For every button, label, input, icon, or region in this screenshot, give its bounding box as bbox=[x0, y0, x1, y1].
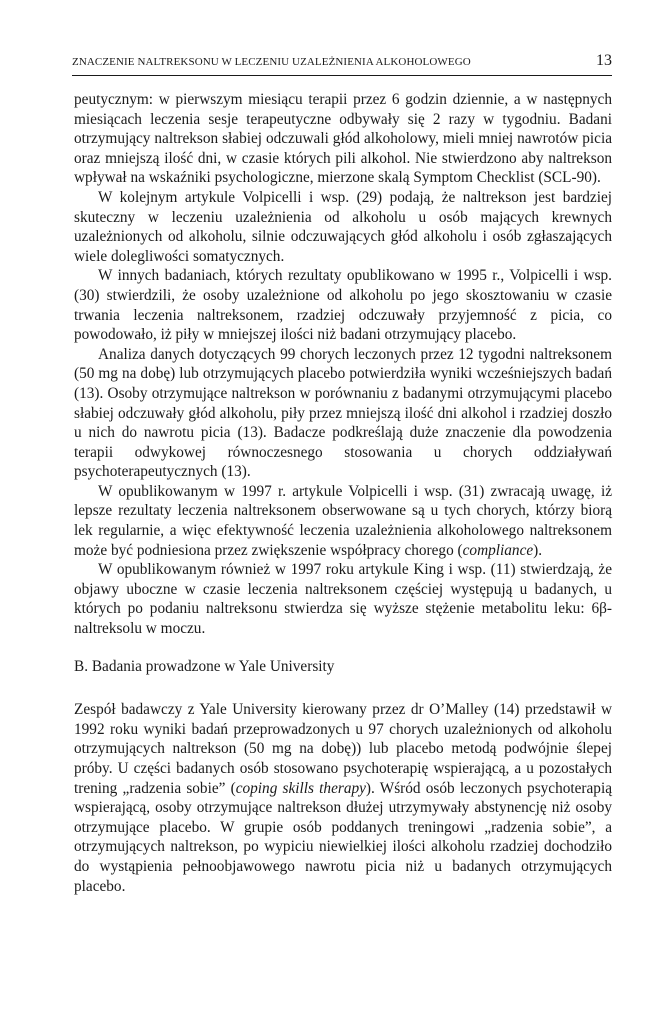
page-body bbox=[74, 90, 612, 896]
paragraph-king: W opublikowanym również w 1997 roku artykule King i wsp. (11) stwierdzają, że objawy uboczne w czasie leczenia naltreksonem częściej występują u badanych, u których po podaniu naltreksonu stwierdza się wyższe stężenie metabolitu leku: 6β-naltreksolu w moczu. bbox=[74, 561, 612, 638]
paragraph-yale bbox=[74, 700, 612, 896]
section-heading: B. Badania prowadzone w Yale University bbox=[74, 657, 335, 675]
paragraph-continued: peutycznym: w pierwszym miesiącu terapii przez 6 godzin dziennie, a w następnych miesiącach leczenia sesje terapeutyczne odbywały się 2 razy w tygodniu. Badani otrzymujący naltrekson słabiej odczuwali głód alkoholowy, mieli mniej nawrotów picia oraz mniejszą ilość dni, w czasie których pili alkohol. Nie stwierdzono aby naltrekson wpływał na wskaźniki psychologiczne, mierzone skalą Symptom Checklist (SCL-90). bbox=[74, 91, 612, 187]
paragraph-volpicelli-29: W kolejnym artykule Volpicelli i wsp. (29) podają, że naltrekson jest bardziej skuteczny w leczeniu uzależnienia od alkoholu u osób mających krewnych uzależnionych od alkoholu, silnie odczuwających głód alkoholu i osób zgłaszających wiele dolegliwości somatycznych. bbox=[74, 188, 612, 265]
running-title: ZNACZENIE NALTREKSONU W LECZENIU UZALEŻNIENIA ALKOHOLOWEGO bbox=[72, 56, 471, 68]
paragraph-analysis-99: Analiza danych dotyczących 99 chorych leczonych przez 12 tygodni naltreksonem (50 mg na dobę) lub otrzymujących placebo potwierdziła wyniki wcześniejszych badań (13). Osoby otrzymujące naltrekson w porównaniu z badanymi otrzymującymi placebo słabiej odczuwały głód alkoholu, piły przez mniejszą ilość dni alkohol i rzadziej doszło u nich do nawrotu picia (13). Badacze podkreślają duże znaczenie dla powodzenia terapii odwykowej równoczesnego stosowania u chorych oddziaływań psychoterapeutycznych (13). bbox=[74, 345, 612, 481]
paragraph-volpicelli-30: W innych badaniach, których rezultaty opublikowano w 1995 r., Volpicelli i wsp. (30) stwierdzili, że osoby uzależnione od alkoholu po jego skosztowaniu w czasie trwania leczenia naltreksonem, rzadziej odczuwały przyjemność z picia, co powodowało, iż piły w mniejszej ilości niż badani otrzymujący placebo. bbox=[74, 267, 612, 344]
text-run: Zespół badawczy z Yale University kierowany przez dr O’Malley (14) przedstawił w 1992 roku wyniki badań przeprowadzonych u 97 chorych uzależnionych od alkoholu otrzymujących naltrekson (50 mg na dobę)) lub placebo metodą podwójnie ślepej próby. U części badanych osób stosowano psychoterapię wspierającą, a u pozostałych trening „radzenia sobie” ( bbox=[74, 701, 612, 797]
page-header bbox=[72, 52, 612, 76]
paragraph-volpicelli-31 bbox=[74, 482, 612, 560]
italic-term: compliance bbox=[462, 541, 534, 559]
text-run: ). Wśród osób leczonych psychoterapią wspierającą, osoby otrzymujące naltrekson dłużej utrzymywały abstynencję niż osoby otrzymujące placebo. W grupie osób poddanych treningowi „radzenia sobie”, a otrzymujących naltrekson, po wypiciu niewielkiej ilości alkoholu rzadziej dochodziło do wystąpienia pełnoobjawowego nawrotu picia niż u badanych otrzymujących placebo. bbox=[74, 779, 612, 895]
page-number: 13 bbox=[596, 52, 612, 69]
italic-term: coping skills therapy bbox=[235, 779, 366, 797]
text-run: W opublikowanym w 1997 r. artykule Volpicelli i wsp. (31) zwracają uwagę, iż lepsze rezultaty leczenia naltreksonem obserwowane są u tych chorych, którzy biorą lek regularnie, a więc efektywność leczenia uzależnienia alkoholowego naltreksonem może być podniesiona przez zwiększenie współpracy chorego ( bbox=[74, 482, 612, 559]
text-run: ). bbox=[533, 541, 543, 559]
